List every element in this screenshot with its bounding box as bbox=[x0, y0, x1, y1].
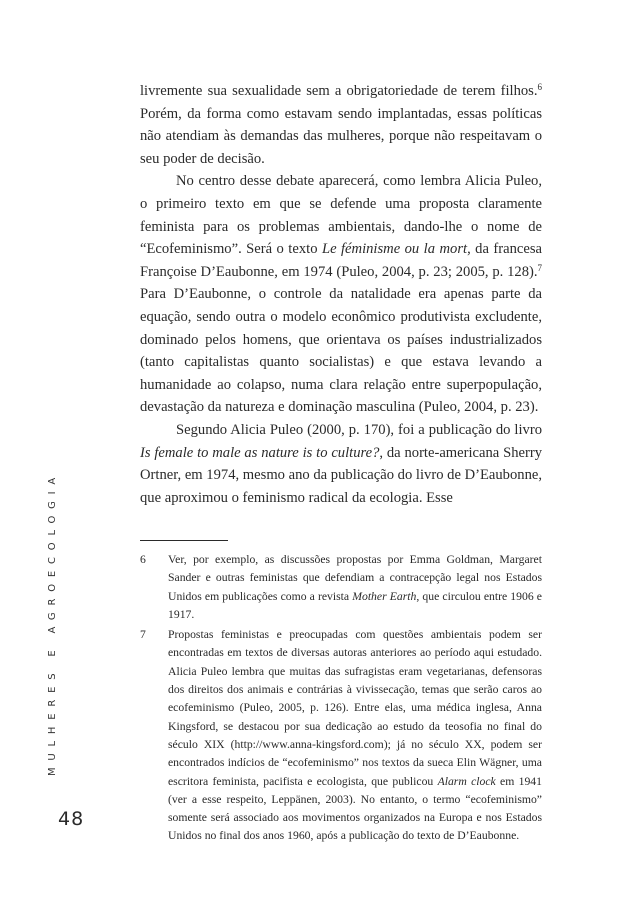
footnote-text: Propostas feministas e preocupadas com questões ambientais podem ser encontradas em textos de diversas autoras anteriores ao período aqui estudado. Alicia Puleo lembra que muitas das sufragistas eram vegetarianas, defensoras dos direitos dos animais e contrárias à vivissecação, temas que serão caros ao ecofeminismo (Puleo, 2005, p. 126). Entre elas, uma médica inglesa, Anna Kingsford, se destacou por sua dedicação ao estudo da teosofia no final do século XIX (http://www.anna-kingsford.com); já no século XX, podem ser encontrados indícios de “ecofeminismo” nos textos da sueca Elin Wägner, uma escritora feminista, pacifista e ecologista, que publicou Alarm clock em 1941 (ver a esse respeito, Leppänen, 2003). No entanto, o termo “ecofeminismo” somente será associado aos movimentos organizados na Europa e nos Estados Unidos no final dos anos 1960, após a publicação do texto de D’Eaubonne. bbox=[168, 628, 542, 843]
paragraph-3: Segundo Alicia Puleo (2000, p. 170), foi a publicação do livro Is female to male as nature is to culture?, da norte-americana Sherry Ortner, em 1974, mesmo ano da publicação do livro de D’Eaubonne, que aproximou o feminismo radical da ecologia. Esse bbox=[140, 421, 542, 506]
book-title: Alarm clock bbox=[437, 774, 496, 788]
footnote-ref-6[interactable]: 6 bbox=[537, 82, 542, 92]
running-head: MULHERES E AGROECOLOGIA bbox=[47, 470, 58, 776]
footnote-6 bbox=[140, 551, 542, 624]
footnote-divider bbox=[140, 540, 228, 541]
footnotes bbox=[140, 551, 542, 848]
footnote-number: 7 bbox=[140, 628, 146, 642]
magazine-title: Mother Earth bbox=[352, 589, 417, 603]
footnote-ref-7[interactable]: 7 bbox=[537, 262, 542, 273]
book-title: Le féminisme ou la mort bbox=[321, 241, 468, 258]
footnote-text: Ver, por exemplo, as discussões propostas por Emma Goldman, Margaret Sander e outras feministas que defendiam a contracepção legal nos Estados Unidos em publicações como a revista Mother Earth, que circulou entre 1906 e 1917. bbox=[168, 553, 542, 621]
paragraph-1: livremente sua sexualidade sem a obrigatoriedade de terem filhos.$^6$ Porém, da forma como estavam sendo implantadas, essas políticas não atendiam às demandas das mulheres, porque não respeitavam o seu poder de decisão. bbox=[140, 82, 542, 167]
footnote-number: 6 bbox=[140, 553, 146, 566]
book-title: Is female to male as nature is to culture? bbox=[140, 444, 380, 461]
footnote-7 bbox=[140, 626, 542, 846]
page-number: 48 bbox=[58, 808, 85, 830]
body-text bbox=[140, 80, 542, 509]
paragraph-2: No centro desse debate aparecerá, como lembra Alicia Puleo, o primeiro texto em que se defende uma proposta claramente feminista para os problemas ambientais, dando-lhe o nome de “Ecofeminismo”. Será o texto Le féminisme ou la mort, da francesa Françoise D’Eaubonne, em 1974 (Puleo, 2004, p. 23; 2005, p. 128).$^7$ Para D’Eaubonne, o controle da natalidade era apenas parte da equação, sendo outra o modelo econômico produtivista excludente, dominado pelos homens, que orientava os países industrializados (tanto capitalistas quanto socialistas) e que estava levando a humanidade ao colapso, numa clara relação entre superpopulação, devastação da natureza e dominação masculina (Puleo, 2004, p. 23). bbox=[140, 173, 543, 416]
